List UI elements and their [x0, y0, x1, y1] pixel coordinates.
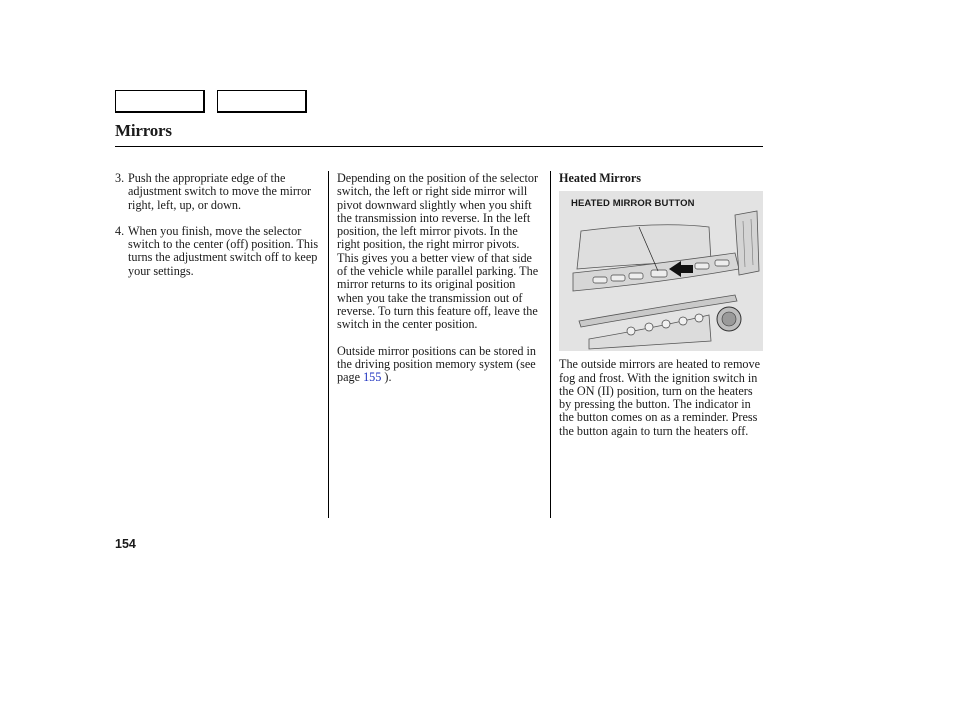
- column-2: [337, 172, 543, 397]
- heated-mirror-figure: [559, 191, 763, 351]
- step-4: [115, 225, 325, 278]
- step-text: Push the appropriate edge of the adjustment switch to move the mirror right, left, up, or down.: [128, 171, 312, 212]
- column-divider-1: [328, 171, 329, 518]
- column-3: [559, 172, 764, 451]
- nav-tab-box-2[interactable]: [217, 90, 307, 113]
- step-number: 3.: [115, 171, 125, 185]
- title-divider: [115, 146, 763, 147]
- reverse-tilt-paragraph: Depending on the position of the selector switch, the left or right side mirror will pivot downward slightly when you shift the transmission into reverse. In the left position, the left mirror pivots. In the right position, the right mirror pivots. This gives you a better view of that side of the vehicle while parallel parking. The mirror returns to its original position when you take the transmission out of reverse. To turn this feature off, leave the switch in the center position.: [337, 171, 539, 332]
- memory-text: Outside mirror positions can be stored in the driving position memory system (see page: [337, 343, 537, 385]
- page-title: Mirrors: [115, 121, 172, 140]
- figure-label: HEATED MIRROR BUTTON: [571, 198, 695, 210]
- heated-mirrors-paragraph: The outside mirrors are heated to remove fog and frost. With the ignition switch in the ON (II) position, turn on the heaters by pressing the button. The indicator in the button comes on as a reminder. Press the button again to turn the heaters off.: [559, 357, 761, 438]
- column-1: [115, 172, 325, 291]
- dashboard-illustration: [559, 191, 763, 351]
- column-divider-2: [550, 171, 551, 518]
- page-number: 154: [115, 537, 136, 551]
- step-3: [115, 172, 325, 212]
- page-link[interactable]: 155: [363, 370, 382, 385]
- nav-tab-box-1[interactable]: [115, 90, 205, 113]
- step-text: When you finish, move the selector switch to the center (off) position. This turns the adjustment switch off to keep your settings.: [128, 223, 319, 278]
- memory-text-end: ).: [381, 370, 392, 385]
- section-heading: Heated Mirrors: [559, 171, 642, 185]
- memory-paragraph: [337, 345, 543, 385]
- step-number: 4.: [115, 223, 125, 238]
